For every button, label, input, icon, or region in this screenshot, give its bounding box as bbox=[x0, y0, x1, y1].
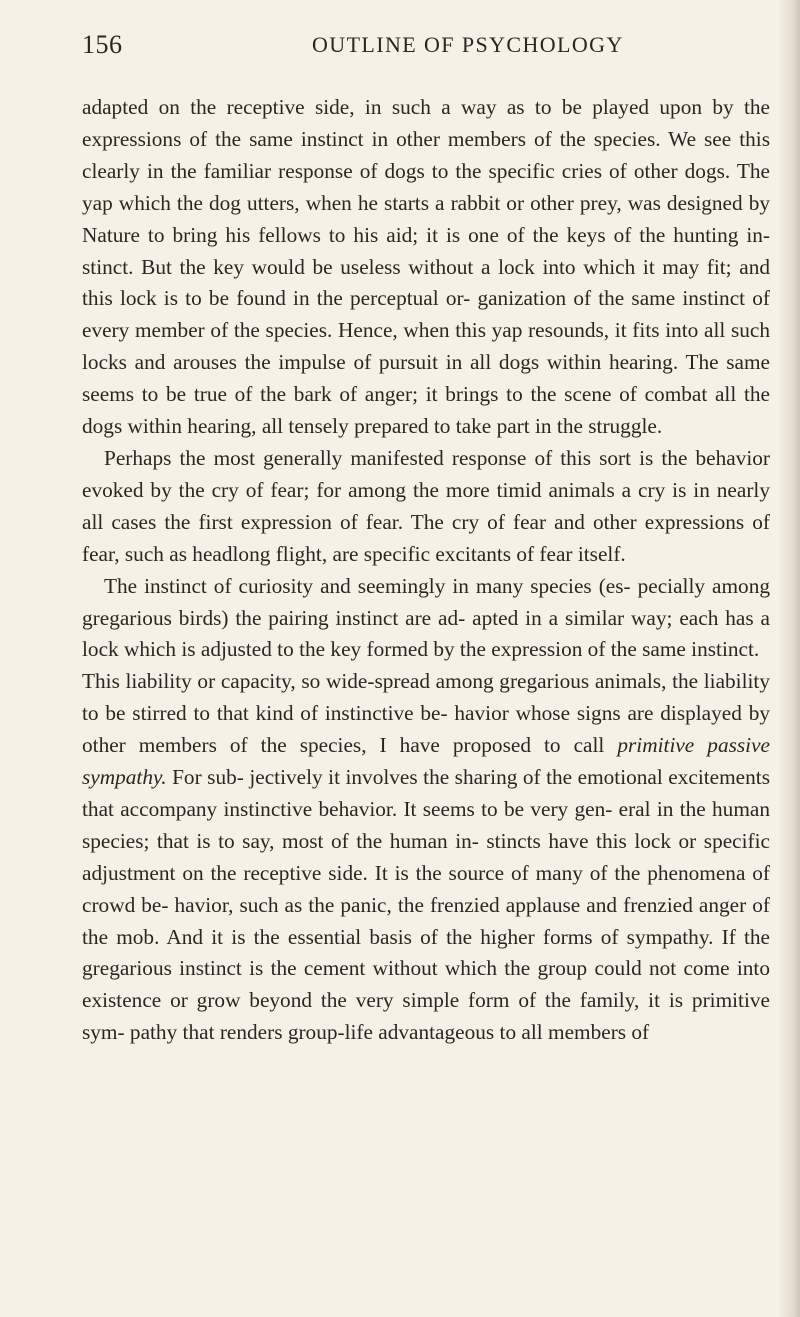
paragraph-primitive-sympathy bbox=[82, 666, 770, 1049]
paragraph-curiosity-instinct: The instinct of curiosity and seemingly in many species (es- pecially among gregarious birds) the pairing instinct are ad- apted in a similar way; each has a lock which is adjusted to the key formed by the expression of the same instinct. bbox=[82, 573, 770, 662]
book-page bbox=[82, 30, 770, 1049]
paragraph-continuation: adapted on the receptive side, in such a way as to be played upon by the expressions of the same instinct in other members of the species. We see this clearly in the familiar response of dogs to the specific cries of other dogs. The yap which the dog utters, when he starts a rabbit or other prey, was designed by Nature to bring his fellows to his aid; it is one of the keys of the hunting in- stinct. But the key would be useless without a lock into which it may fit; and this lock is to be found in the perceptual or- ganization of the same instinct of every member of the species. Hence, when this yap resounds, it fits into all such locks and arouses the impulse of pursuit in all dogs within hearing. The same seems to be true of the bark of anger; it brings to the scene of combat all the dogs within hearing, all tensely prepared to take part in the struggle. bbox=[82, 95, 770, 439]
page-number: 156 bbox=[82, 30, 123, 59]
page-edge-shadow bbox=[778, 0, 800, 1317]
emphasis-term: primitive passive sympathy. bbox=[82, 733, 770, 790]
paragraph-text-after-emphasis: For sub- jectively it involves the sharing of the emotional excitements that accompany instinctive behavior. It seems to be very gen- eral in the human species; that is to say, most of the human in- stincts have this lock or specific adjustment on the receptive side. It is the source of many of the phenomena of crowd be- havior, such as the panic, the frenzied applause and frenzied anger of the mob. And it is the essential basis of the higher forms of sympathy. If the gregarious instinct is the cement without which the group could not come into existence or grow beyond the very simple form of the family, it is primitive sym- pathy that renders group-life advantageous to all members of bbox=[82, 765, 770, 1045]
body-text bbox=[82, 92, 770, 1049]
paragraph-cry-of-fear: Perhaps the most generally manifested response of this sort is the behavior evoked by the cry of fear; for among the more timid animals a cry is in nearly all cases the first expression of fear. The cry of fear and other expressions of fear, such as headlong flight, are specific excitants of fear itself. bbox=[82, 445, 770, 566]
paragraph-text-before-emphasis: This liability or capacity, so wide-spread among gregarious animals, the liability to be stirred to that kind of instinctive be- havior whose signs are displayed by other members of the species, I have proposed to call bbox=[82, 669, 770, 758]
running-head bbox=[82, 30, 770, 74]
running-title: OUTLINE OF PSYCHOLOGY bbox=[312, 32, 624, 57]
